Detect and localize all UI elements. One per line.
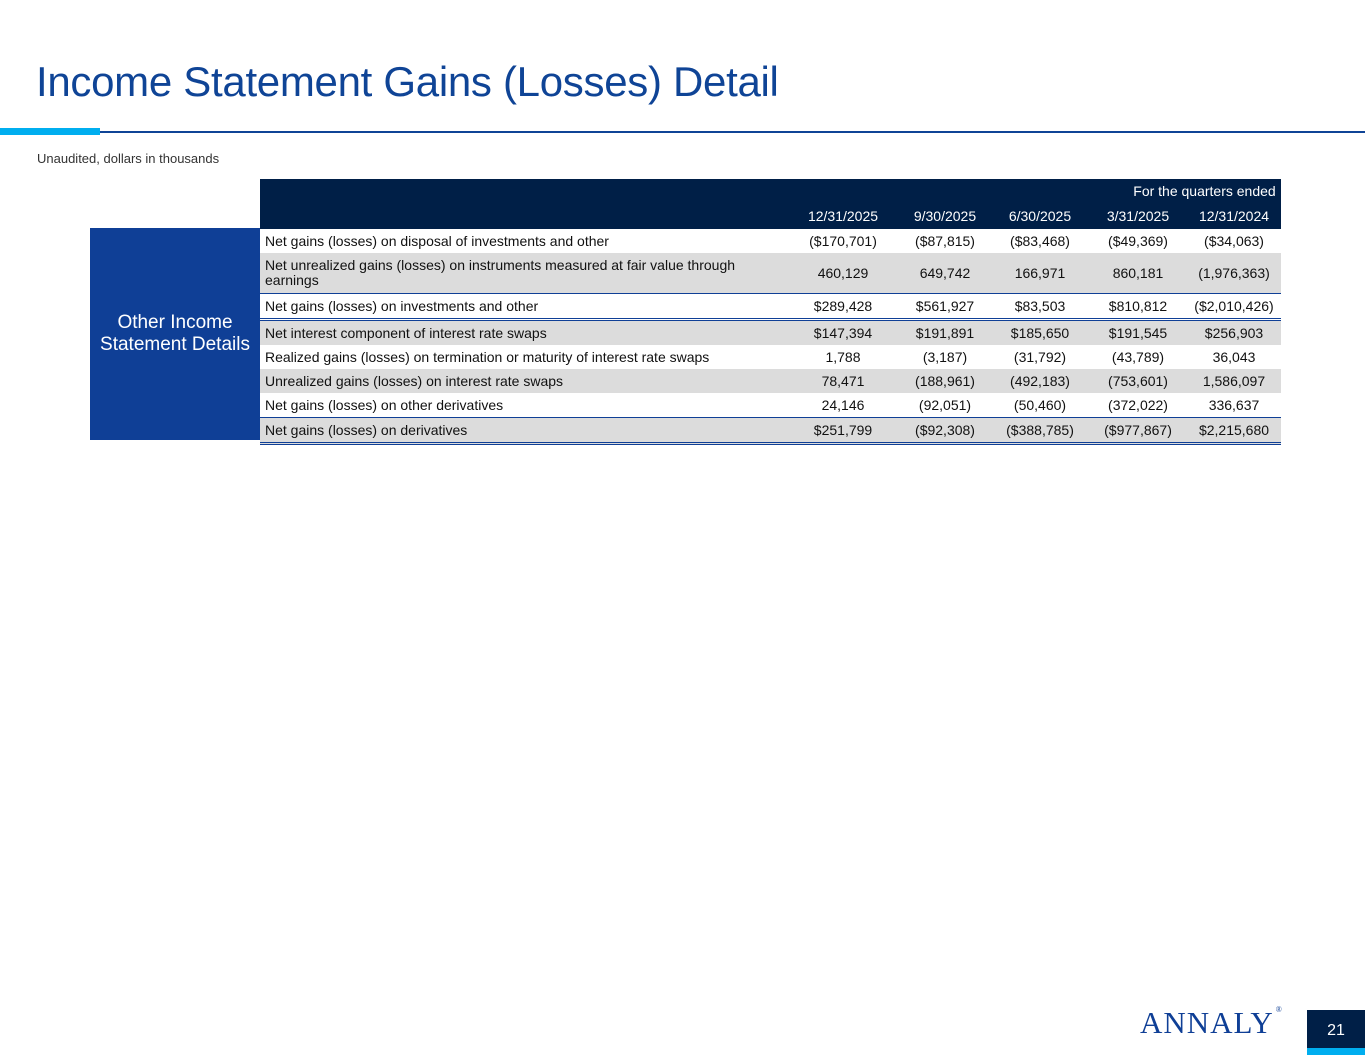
row-value: (753,601)	[1108, 373, 1168, 389]
row-value: ($87,815)	[915, 233, 975, 249]
period-header: 12/31/2025	[807, 208, 879, 224]
period-header: 12/31/2024	[1198, 208, 1270, 224]
row-value: 649,742	[919, 265, 971, 281]
row-label: Net gains (losses) on disposal of investments and other	[265, 232, 609, 249]
logo-text: ANNALY	[1140, 1005, 1274, 1040]
row-label: Net gains (losses) on other derivatives	[265, 396, 504, 413]
row-value: ($977,867)	[1104, 422, 1172, 438]
table-body	[260, 229, 1281, 445]
table-row	[260, 369, 1281, 393]
row-value: (492,183)	[1010, 373, 1070, 389]
page-title: Income Statement Gains (Losses) Detail	[36, 58, 779, 105]
period-header: 9/30/2025	[913, 208, 977, 224]
table-row	[260, 229, 1281, 253]
row-value: 78,471	[821, 373, 865, 389]
row-value: $191,891	[915, 325, 975, 341]
table-row-subtotal	[260, 293, 1281, 321]
table-row	[260, 253, 1281, 293]
row-value: (92,051)	[918, 397, 972, 413]
row-value: 860,181	[1112, 265, 1164, 281]
period-header: 3/31/2025	[1106, 208, 1170, 224]
group-header: For the quarters ended	[1133, 183, 1276, 199]
row-value: ($388,785)	[1006, 422, 1074, 438]
row-value: (50,460)	[1013, 397, 1067, 413]
row-value: 24,146	[821, 397, 865, 413]
page-number-accent	[1307, 1048, 1365, 1055]
row-value: $256,903	[1204, 325, 1264, 341]
row-value: $2,215,680	[1198, 422, 1270, 438]
row-value: $83,503	[1014, 298, 1066, 314]
table-row	[260, 345, 1281, 369]
row-value: $251,799	[813, 422, 873, 438]
row-label: Net interest component of interest rate swaps	[265, 324, 547, 341]
row-value: ($2,010,426)	[1194, 298, 1274, 314]
row-value: $289,428	[813, 298, 873, 314]
row-value: 1,586,097	[1202, 373, 1266, 389]
table-row-total	[260, 417, 1281, 445]
row-value: ($170,701)	[809, 233, 877, 249]
row-value: $147,394	[813, 325, 873, 341]
title-rule-accent	[0, 128, 100, 135]
row-value: 36,043	[1212, 349, 1256, 365]
row-value: $191,545	[1108, 325, 1168, 341]
row-value: $185,650	[1010, 325, 1070, 341]
row-value: ($83,468)	[1010, 233, 1070, 249]
row-value: $561,927	[915, 298, 975, 314]
side-section-label: Other Income Statement Details	[90, 228, 260, 440]
title-rule	[0, 131, 1365, 133]
row-value: (372,022)	[1108, 397, 1168, 413]
row-value: ($49,369)	[1108, 233, 1168, 249]
period-header-row	[787, 204, 1281, 228]
row-value: (3,187)	[922, 349, 968, 365]
row-label: Net unrealized gains (losses) on instruments measured at fair value through earnings	[265, 257, 736, 288]
table-row	[260, 393, 1281, 417]
row-label: Realized gains (losses) on termination or maturity of interest rate swaps	[265, 348, 710, 365]
row-value: 1,788	[825, 349, 861, 365]
row-value: ($92,308)	[915, 422, 975, 438]
page-number: 21	[1327, 1022, 1345, 1039]
row-value: (31,792)	[1013, 349, 1067, 365]
row-value: (188,961)	[915, 373, 975, 389]
row-value: 460,129	[817, 265, 869, 281]
annaly-logo	[1140, 1005, 1283, 1041]
row-label: Unrealized gains (losses) on interest rate swaps	[265, 372, 564, 389]
table-header	[260, 179, 1281, 229]
row-value: 336,637	[1208, 397, 1260, 413]
table-row	[260, 321, 1281, 345]
registered-mark: ®	[1275, 1005, 1283, 1014]
row-value: $810,812	[1108, 298, 1168, 314]
row-label: Net gains (losses) on derivatives	[265, 421, 468, 438]
row-label: Net gains (losses) on investments and other	[265, 297, 539, 314]
period-header: 6/30/2025	[1008, 208, 1072, 224]
row-value: ($34,063)	[1204, 233, 1264, 249]
units-note: Unaudited, dollars in thousands	[37, 151, 220, 166]
row-value: 166,971	[1014, 265, 1066, 281]
row-value: (1,976,363)	[1198, 265, 1270, 281]
row-value: (43,789)	[1111, 349, 1165, 365]
